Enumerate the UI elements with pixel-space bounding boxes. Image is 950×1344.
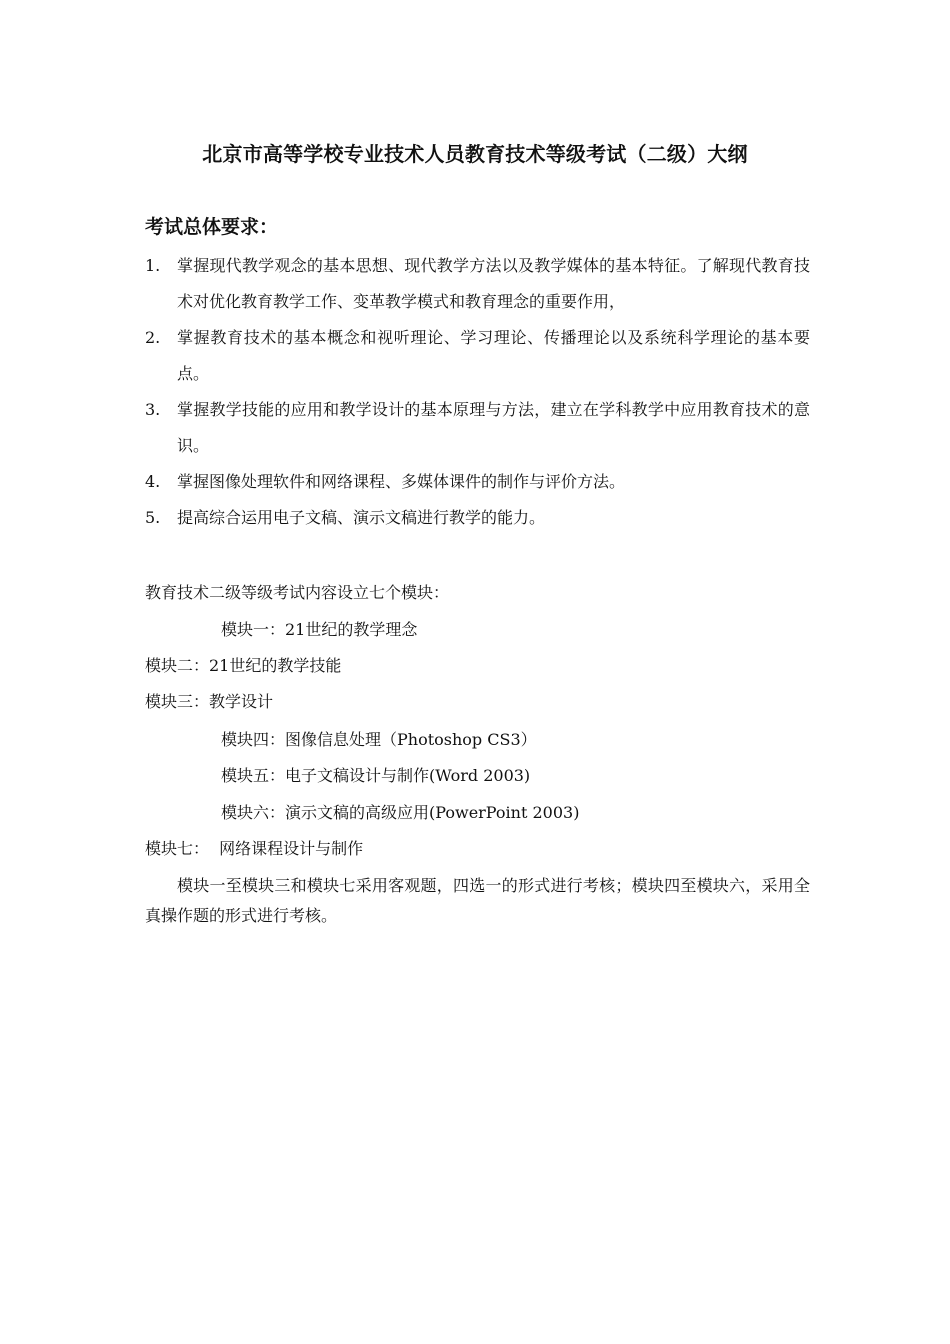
requirement-number: 5. <box>145 508 161 527</box>
requirement-number: 3. <box>145 400 161 419</box>
module-line-2: 模块二：21世纪的教学技能 <box>145 656 342 675</box>
requirements-list <box>145 248 810 536</box>
document-title: 北京市高等学校专业技术人员教育技术等级考试（二级）大纲 <box>202 142 748 166</box>
requirement-item <box>145 464 810 500</box>
module-line-7: 模块七： 网络课程设计与制作 <box>145 839 364 858</box>
modules-intro: 教育技术二级等级考试内容设立七个模块： <box>145 583 450 602</box>
module-line-1: 模块一：21世纪的教学理念 <box>221 620 418 639</box>
requirement-text: 掌握图像处理软件和网络课程、多媒体课件的制作与评价方法。 <box>177 472 626 491</box>
requirement-number: 2. <box>145 328 161 347</box>
requirement-item <box>145 392 810 464</box>
module-line-3: 模块三：教学设计 <box>145 692 274 711</box>
requirement-number: 4. <box>145 472 161 491</box>
module-line-4: 模块四：图像信息处理（Photoshop CS3） <box>221 730 537 749</box>
requirement-text: 掌握教学技能的应用和教学设计的基本原理与方法，建立在学科教学中应用教育技术的意识。 <box>177 400 810 455</box>
requirement-item <box>145 248 810 320</box>
module-line-5: 模块五：电子文稿设计与制作(Word 2003) <box>221 766 531 785</box>
requirement-number: 1. <box>145 256 161 275</box>
requirement-text: 掌握现代教学观念的基本思想、现代教学方法以及教学媒体的基本特征。了解现代教育技术对优化教育教学工作、变革教学模式和教育理念的重要作用， <box>177 256 810 311</box>
closing-paragraph: 模块一至模块三和模块七采用客观题，四选一的形式进行考核；模块四至模块六，采用全真操作题的形式进行考核。 <box>145 876 810 925</box>
requirement-item <box>145 320 810 392</box>
requirement-text: 提高综合运用电子文稿、演示文稿进行教学的能力。 <box>177 508 546 527</box>
section-heading: 考试总体要求： <box>145 216 279 238</box>
module-line-6: 模块六：演示文稿的高级应用(PowerPoint 2003) <box>221 803 580 822</box>
requirement-text: 掌握教育技术的基本概念和视听理论、学习理论、传播理论以及系统科学理论的基本要点。 <box>177 328 810 383</box>
requirement-item <box>145 500 810 536</box>
